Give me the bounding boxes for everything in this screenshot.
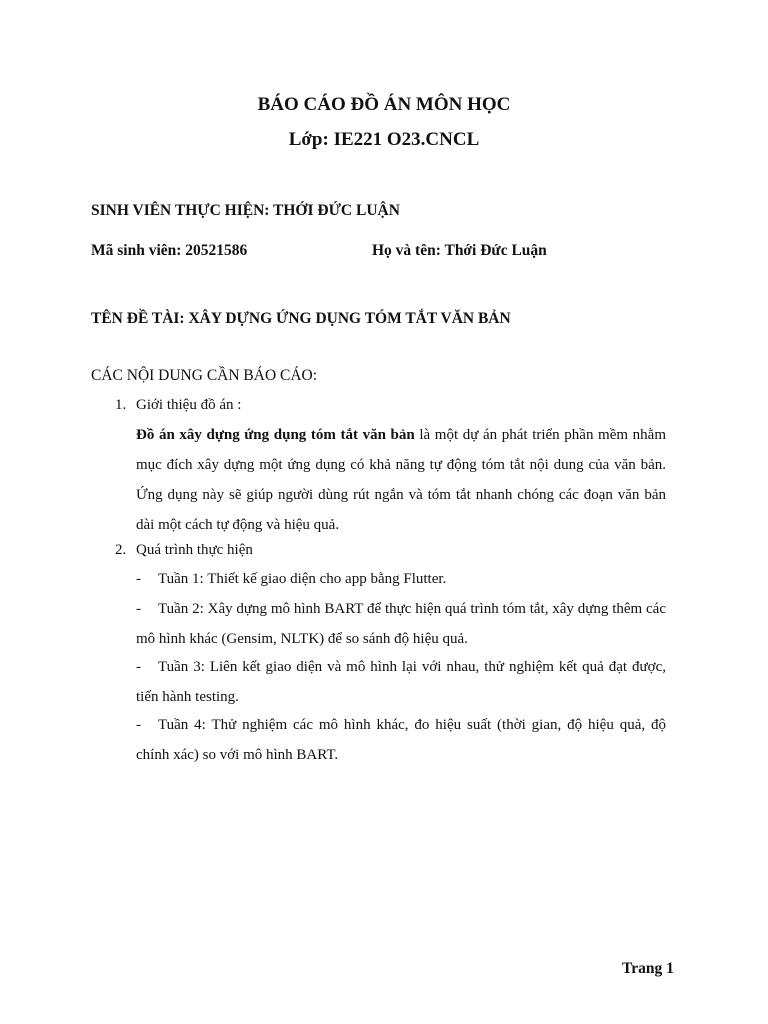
student-id: Mã sinh viên: 20521586 (91, 242, 248, 259)
bullet-dash: - (136, 717, 141, 733)
item2-title: Quá trình thực hiện (136, 542, 253, 558)
intro-paragraph (136, 420, 666, 540)
student-performer: SINH VIÊN THỰC HIỆN: THỚI ĐỨC LUẬN (91, 202, 400, 219)
week-item-1: Tuần 1: Thiết kế giao diện cho app bằng Flutter. (158, 571, 447, 587)
page-title: BÁO CÁO ĐỒ ÁN MÔN HỌC (257, 94, 511, 115)
list-number-2: 2. (115, 542, 127, 558)
week-item-4: Tuần 4: Thử nghiệm các mô hình khác, đo hiệu suất (thời gian, độ hiệu quả, độ chính xác) so với mô hình BART. (136, 717, 666, 763)
page-number: Trang 1 (622, 960, 674, 977)
bullet-dash: - (136, 601, 141, 617)
item1-title: Giới thiệu đồ án : (136, 397, 242, 413)
list-number-1: 1. (115, 397, 127, 413)
bullet-dash: - (136, 659, 141, 675)
intro-rest: là một dự án phát triển phần mềm nhằm mục đích xây dựng một ứng dụng có khả năng tự động tóm tắt nội dung của văn bản. Ứng dụng này sẽ giúp người dùng rút ngắn và tóm tắt nhanh chóng các đoạn văn bản dài một cách tự động và hiệu quả. (136, 427, 666, 533)
contents-heading: CÁC NỘI DUNG CẦN BÁO CÁO: (91, 367, 318, 384)
bullet-dash: - (136, 571, 141, 587)
intro-bold-phrase: Đồ án xây dựng ứng dụng tóm tắt văn bản (136, 427, 415, 443)
topic-title: TÊN ĐỀ TÀI: XÂY DỰNG ỨNG DỤNG TÓM TẮT VĂN BẢN (91, 310, 511, 327)
week-item-2: Tuần 2: Xây dựng mô hình BART để thực hiện quá trình tóm tắt, xây dựng thêm các mô hình khác (Gensim, NLTK) để so sánh độ hiệu quả. (136, 601, 666, 647)
class-line: Lớp: IE221 O23.CNCL (288, 129, 480, 150)
week-item-3: Tuần 3: Liên kết giao diện và mô hình lại với nhau, thử nghiệm kết quả đạt được, tiến hành testing. (136, 659, 666, 705)
student-full-name: Họ và tên: Thới Đức Luận (372, 242, 547, 259)
